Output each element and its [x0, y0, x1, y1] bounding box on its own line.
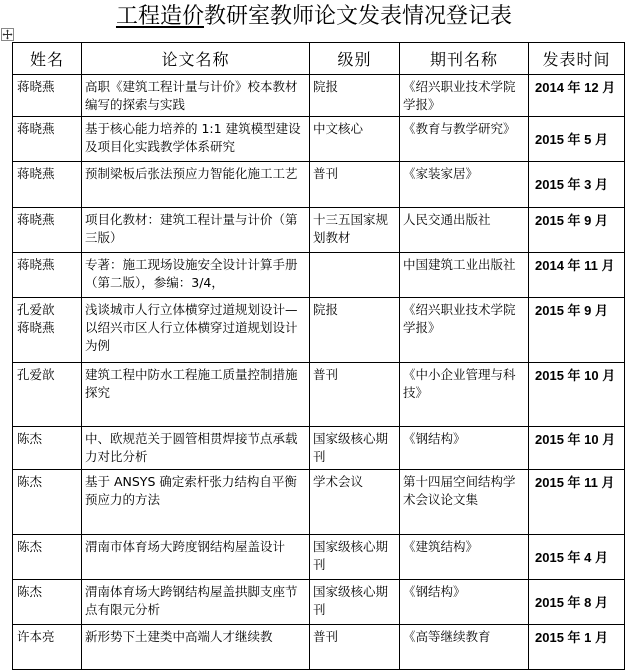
cell-level: 学术会议	[310, 470, 400, 535]
cell-date: 2015 年 3 月	[529, 162, 625, 208]
cell-journal: 《建筑结构》	[400, 535, 529, 580]
table-row	[13, 117, 625, 162]
title-underlined: 工程造价	[115, 4, 204, 29]
cell-paper: 基于 ANSYS 确定索杆张力结构自平衡预应力的方法	[82, 470, 310, 535]
table-row	[13, 75, 625, 117]
cell-date: 2015 年 8 月	[529, 580, 625, 625]
table-row	[13, 253, 625, 298]
cell-name: 陈杰	[13, 580, 82, 625]
cell-name: 蒋晓燕	[13, 117, 82, 162]
cell-level: 普刊	[310, 363, 400, 427]
cell-journal: 《绍兴职业技术学院学报》	[400, 75, 529, 117]
cell-level: 院报	[310, 75, 400, 117]
table-row	[13, 208, 625, 253]
cell-paper: 新形势下土建类中高端人才继续教	[82, 625, 310, 670]
table-row	[13, 162, 625, 208]
cell-date: 2015 年 9 月	[529, 208, 625, 253]
table-row	[13, 625, 625, 670]
cell-journal: 《教育与教学研究》	[400, 117, 529, 162]
table-row	[13, 535, 625, 580]
table-row	[13, 298, 625, 363]
cell-paper: 预制梁板后张法预应力智能化施工工艺	[82, 162, 310, 208]
cell-name: 孔爱歆	[13, 363, 82, 427]
cell-name: 蒋晓燕	[13, 162, 82, 208]
cell-level: 普刊	[310, 625, 400, 670]
header-row	[13, 43, 625, 75]
cell-name: 陈杰	[13, 535, 82, 580]
cell-journal: 《钢结构》	[400, 427, 529, 470]
cell-journal: 中国建筑工业出版社	[400, 253, 529, 298]
cell-paper: 建筑工程中防水工程施工质量控制措施探究	[82, 363, 310, 427]
cell-journal: 《绍兴职业技术学院学报》	[400, 298, 529, 363]
cell-date: 2014 年 11 月	[529, 253, 625, 298]
cell-journal: 《钢结构》	[400, 580, 529, 625]
cell-paper: 渭南体育场大跨钢结构屋盖拱脚支座节点有限元分析	[82, 580, 310, 625]
cell-name: 蒋晓燕	[13, 75, 82, 117]
cell-level: 普刊	[310, 162, 400, 208]
table-row	[13, 363, 625, 427]
header-level: 级别	[310, 43, 400, 75]
cell-date: 2015 年 4 月	[529, 535, 625, 580]
cell-journal: 第十四届空间结构学术会议论文集	[400, 470, 529, 535]
cell-paper: 项目化教材：建筑工程计量与计价（第三版）	[82, 208, 310, 253]
cell-name: 蒋晓燕	[13, 253, 82, 298]
cell-date: 2014 年 12 月	[529, 75, 625, 117]
title-rest: 教研室教师论文发表情况登记表	[204, 4, 513, 29]
header-paper: 论文名称	[82, 43, 310, 75]
table-move-icon[interactable]	[1, 28, 14, 41]
cell-name: 孔爱歆 蒋晓燕	[13, 298, 82, 363]
cell-level: 十三五国家规划教材	[310, 208, 400, 253]
cell-date: 2015 年 1 月	[529, 625, 625, 670]
cell-date: 2015 年 9 月	[529, 298, 625, 363]
cell-journal: 人民交通出版社	[400, 208, 529, 253]
table-row	[13, 580, 625, 625]
cell-journal: 《高等继续教育	[400, 625, 529, 670]
header-date: 发表时间	[529, 43, 625, 75]
cell-paper: 中、欧规范关于圆管相贯焊接节点承载力对比分析	[82, 427, 310, 470]
header-name: 姓名	[13, 43, 82, 75]
table-row	[13, 470, 625, 535]
cell-level: 国家级核心期刊	[310, 427, 400, 470]
cell-level: 中文核心	[310, 117, 400, 162]
cell-paper: 浅谈城市人行立体横穿过道规划设计—以绍兴市区人行立体横穿过道规划设计为例	[82, 298, 310, 363]
cell-level: 院报	[310, 298, 400, 363]
cell-name: 陈杰	[13, 470, 82, 535]
cell-paper: 渭南市体育场大跨度钢结构屋盖设计	[82, 535, 310, 580]
cell-paper: 高职《建筑工程计量与计价》校本教材编写的探索与实践	[82, 75, 310, 117]
cell-journal: 《家装家居》	[400, 162, 529, 208]
cell-name: 许本亮	[13, 625, 82, 670]
cell-date: 2015 年 11 月	[529, 470, 625, 535]
table-row	[13, 427, 625, 470]
cell-level: 国家级核心期刊	[310, 535, 400, 580]
cell-date: 2015 年 10 月	[529, 363, 625, 427]
cell-level	[310, 253, 400, 298]
cell-level: 国家级核心期刊	[310, 580, 400, 625]
page-title	[0, 3, 628, 31]
cell-paper: 专著：施工现场设施安全设计计算手册（第二版），参编：3/4，	[82, 253, 310, 298]
cell-journal: 《中小企业管理与科技》	[400, 363, 529, 427]
cell-paper: 基于核心能力培养的 1:1 建筑模型建设及项目化实践教学体系研究	[82, 117, 310, 162]
cell-date: 2015 年 10 月	[529, 427, 625, 470]
cell-date: 2015 年 5 月	[529, 117, 625, 162]
cell-name: 陈杰	[13, 427, 82, 470]
header-journal: 期刊名称	[400, 43, 529, 75]
publication-table	[12, 42, 625, 670]
cell-name: 蒋晓燕	[13, 208, 82, 253]
